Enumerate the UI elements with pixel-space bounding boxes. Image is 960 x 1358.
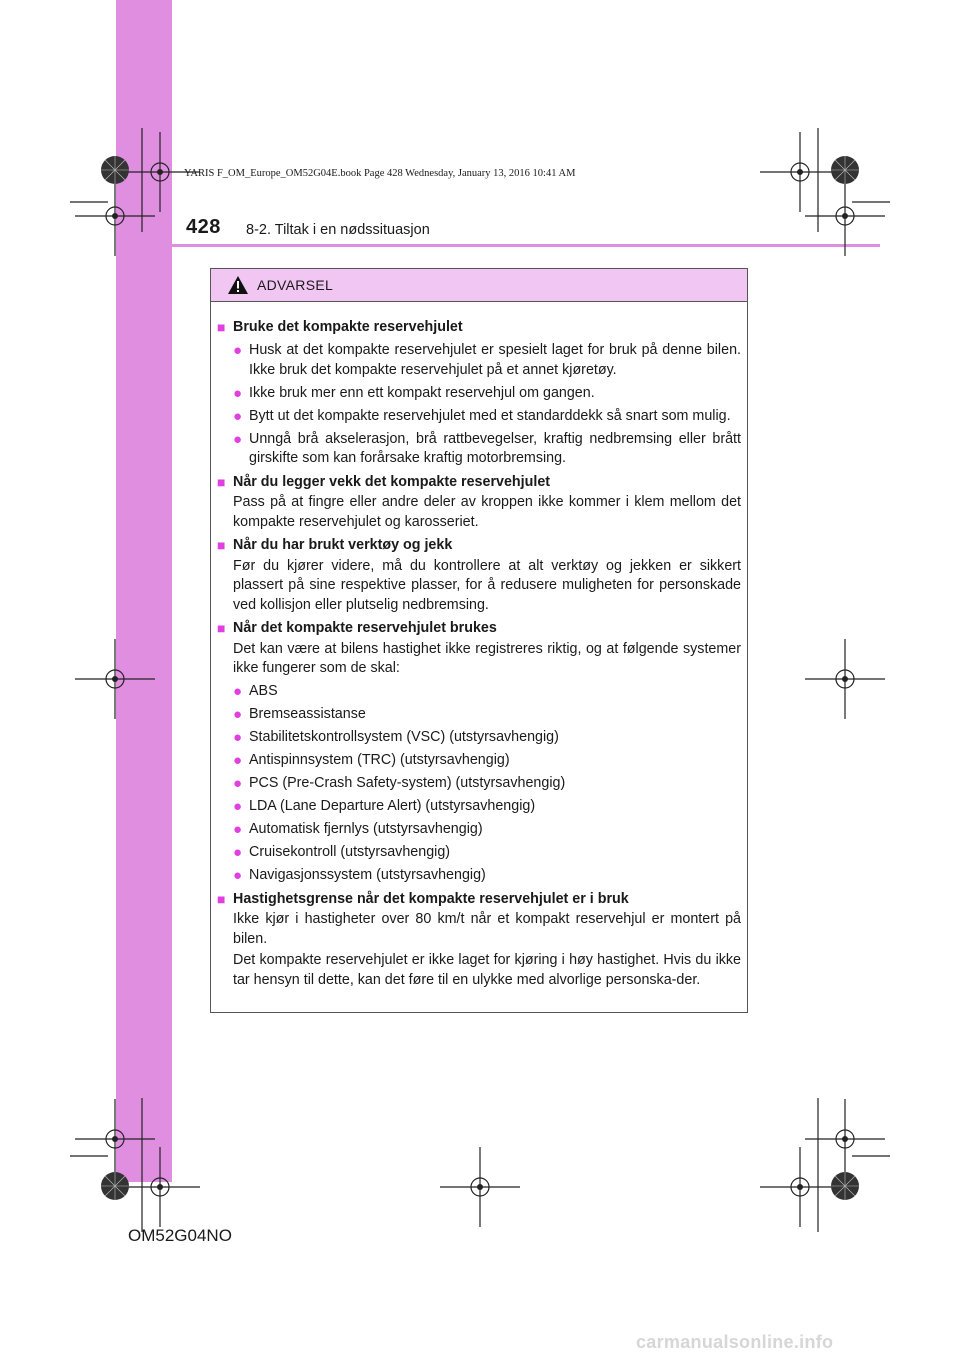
warning-section [217,536,741,615]
list-item: ● ABS [233,683,278,700]
list-item: ● PCS (Pre-Crash Safety-system) (utstyrsavhengig) [233,775,566,792]
warning-body [211,302,747,990]
section-paragraph: Før du kjører videre, må du kontrollere at alt verktøy og jekken er sikkert plassert på sine respektive plasser, for å redusere muligheten for personskade ved kollisjon eller plutselig nedbremsing. [233,557,741,613]
list-item: ● Husk at det kompakte reservehjulet er spesielt laget for bruk på denne bilen. Ikke bruk det kompakte reservehjulet på et annet kjøretøy. [217,341,741,380]
square-bullet-icon: ■ [217,319,226,335]
section-heading: ■ Hastighetsgrense når det kompakte reservehjulet er i bruk [217,890,741,910]
round-bullet-icon: ● [233,798,243,815]
section-paragraph: Ikke kjør i hastigheter over 80 km/t når et kompakt reservehjul er montert på bilen. [233,911,741,947]
round-bullet-icon: ● [233,775,243,792]
list-item: ● Antispinnsystem (TRC) (utstyrsavhengig) [233,752,510,769]
list-item: ● Bremseassistanse [233,706,366,723]
list-item: ● Bytt ut det kompakte reservehjulet med et standarddekk så snart som mulig. [233,407,731,425]
warning-triangle-icon [227,275,249,295]
list-item: ● Cruisekontroll (utstyrsavhengig) [233,844,451,861]
round-bullet-icon: ● [233,430,243,448]
square-bullet-icon: ■ [217,473,226,490]
round-bullet-icon: ● [233,729,243,746]
warning-section [217,619,741,886]
round-bullet-icon: ● [233,407,243,425]
warning-section [217,890,741,991]
warning-section [217,318,741,469]
round-bullet-icon: ● [233,752,243,769]
section-paragraph: Det kan være at bilens hastighet ikke registreres riktig, og at følgende systemer ikke fungerer som de skal: [233,640,741,676]
round-bullet-icon: ● [233,706,243,723]
document-code: OM52G04NO [128,1226,232,1245]
round-bullet-icon: ● [233,867,243,884]
round-bullet-icon: ● [233,683,243,700]
round-bullet-icon: ● [233,844,243,861]
square-bullet-icon: ■ [217,620,226,636]
section-heading: ■ Når du har brukt verktøy og jekk [217,536,741,556]
square-bullet-icon: ■ [217,890,226,907]
print-file-info: YARIS F_OM_Europe_OM52G04E.book Page 428 Wednesday, January 13, 2016 10:41 AM [184,168,576,179]
warning-label: ADVARSEL [257,277,334,293]
section-paragraph: Det kompakte reservehjulet er ikke laget for kjøring i høy hastighet. Hvis du ikke tar hensyn til dette, kan det føre til en ulykke med alvorlige personska-der. [233,952,741,988]
warning-header [211,269,747,302]
round-bullet-icon: ● [233,821,243,838]
watermark: carmanualsonline.info [636,1332,834,1352]
round-bullet-icon: ● [233,342,243,359]
warning-box [210,268,748,1013]
list-item: ● Automatisk fjernlys (utstyrsavhengig) [233,821,483,838]
list-item: ● Navigasjonssystem (utstyrsavhengig) [233,867,486,884]
square-bullet-icon: ■ [217,537,226,553]
side-color-band [116,0,172,1182]
list-item: ● Unngå brå akselerasjon, brå rattbevegelser, kraftig nedbremsing eller brått girskifte som kan forårsake kraftig motorbremsing. [217,430,741,469]
section-heading: ■ Når du legger vekk det kompakte reservehjulet [217,473,741,493]
list-item: ● Stabilitetskontrollsystem (VSC) (utstyrsavhengig) [233,729,559,746]
section-heading: ■ Når det kompakte reservehjulet brukes [217,619,741,639]
round-bullet-icon: ● [233,384,243,402]
warning-section [217,473,741,533]
list-item: ● LDA (Lane Departure Alert) (utstyrsavhengig) [233,798,536,815]
section-paragraph: Pass på at fingre eller andre deler av kroppen ikke kommer i klem mellom det kompakte reservehjulet og karosseriet. [233,494,741,530]
section-title: 8-2. Tiltak i en nødssituasjon [246,222,430,238]
list-item: ● Ikke bruk mer enn ett kompakt reservehjul om gangen. [233,384,595,402]
header-rule [116,244,880,247]
page-number: 428 [186,216,221,238]
section-heading: ■ Bruke det kompakte reservehjulet [217,318,741,338]
